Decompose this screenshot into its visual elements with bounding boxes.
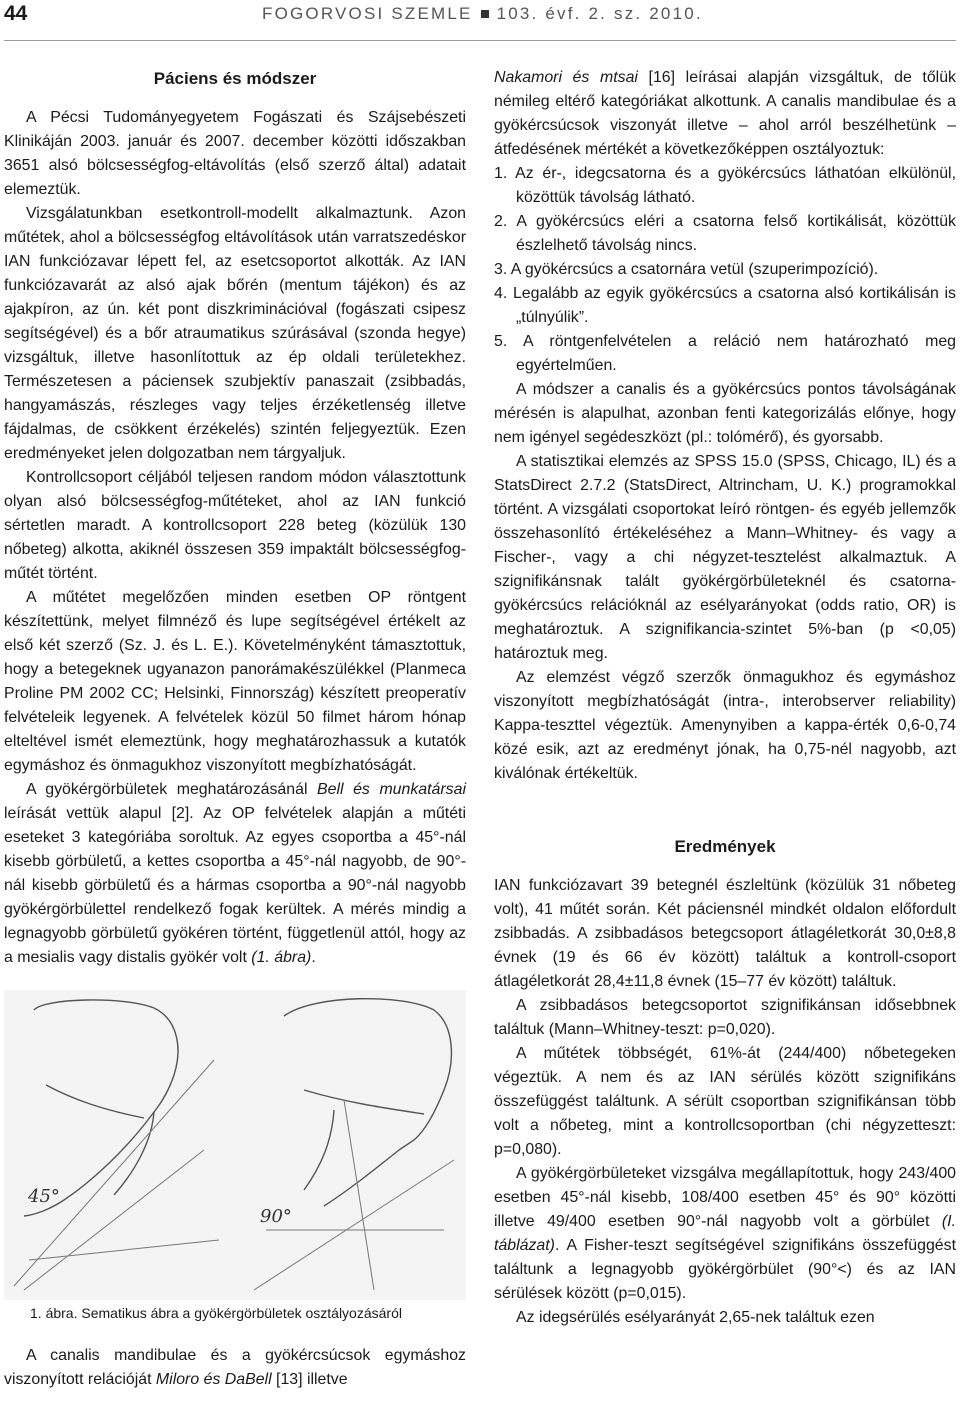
text-run: leírását vettük alapul [2]. Az OP felvételek alapján a műtéti eseteket 3 kategóriába soroltuk. Az egyes csoportba a 45°-nál kisebb görbületű, a kettes csoportba a 45°-nál nagyobb, de 90°-nál kisebb görbületű és a hármas csoportba a 90°-nál nagyobb gyökérgörbülettel rendelkező fogak kerültek. A mérés mindig a legnagyobb görbületű gyökéren történt, függetlenül attól, hogy az a mesialis vagy distalis gyökér volt: [4, 805, 466, 966]
text-run: .: [311, 949, 316, 966]
right-column: [494, 66, 956, 1330]
paragraph: [494, 1162, 956, 1306]
list-item: 5. A röntgenfelvételen a reláció nem határozható meg egyértelműen.: [494, 333, 956, 374]
citation-authors: Nakamori és mtsai: [494, 69, 638, 86]
section-gap: [494, 786, 956, 834]
root-curvature-diagram: [4, 990, 466, 1300]
paragraph: Kontrollcsoport céljából teljesen random módon választottunk olyan alsó bölcsességfog-műtéteket, ahol az IAN funkció sértetlen maradt. A kontrollcsoport 228 beteg (közülük 130 nőbeteg) alkotta, akiknél összesen 359 impaktált bölcsességfog-műtét történt.: [4, 469, 466, 582]
text-run: A gyökérgörbületek meghatározásánál: [26, 781, 318, 798]
paragraph: A módszer a canalis és a gyökércsúcs pontos távolságának mérésén is alapulhat, azonban fenti kategorizálás előnye, hogy nem igényel segédeszközt (pl.: tolómérő), és gyorsabb.: [494, 381, 956, 446]
paragraph: A Pécsi Tudományegyetem Fogászati és Szájsebészeti Klinikáján 2003. január és 2007. december közötti időszakban 3651 alsó bölcsességfog-eltávolítás (első szerző által) adatait elemeztük.: [4, 109, 466, 198]
text-run: A canalis mandibulae és a gyökércsúcsok egymáshoz viszonyított relációját: [4, 1347, 466, 1388]
paragraph: [4, 1344, 466, 1392]
citation-authors: Bell és munkatársai: [317, 781, 466, 798]
figure-background: [4, 990, 466, 1300]
page-number: 44: [4, 2, 28, 25]
citation-authors: Miloro és DaBell: [155, 1371, 272, 1388]
list-item: 3. A gyökércsúcs a csatornára vetül (szuperimpozíció).: [494, 261, 879, 278]
paragraph: Az idegsérülés esélyarányát 2,65-nek találtuk ezen: [516, 1309, 875, 1326]
list-item: 2. A gyökércsúcs eléri a csatorna felső kortikálisát, közöttük észlelhető távolság nincs.: [494, 213, 956, 254]
angle-label-45: 45°: [28, 1186, 60, 1207]
paragraph: IAN funkciózavart 39 betegnél észleltünk (közülük 31 nőbeteg volt), 41 műtét során. Két páciensnél mindkét oldalon előfordult zsibbadás. A zsibbadásos betegcsoport átlagéletkorát 30,0±8,8 évnek (19 és 66 év között) találtuk a kontroll-csoport átlagéletkorát 28,4±11,8 évnek (15–77 év között) találtuk.: [494, 877, 956, 990]
text-run: . A Fisher-teszt segítségével szignifikáns összefüggést találtunk a legnagyobb gyökérgörbület (90°<) és az IAN sérülések között (p=0,015).: [494, 1237, 956, 1302]
table-reference: (I. táblázat): [494, 1213, 956, 1254]
paragraph: Vizsgálatunkban esetkontroll-modellt alkalmaztunk. Azon műtétek, ahol a bölcsességfog eltávolítások után varratszedéskor IAN funkciózavar lépett fel, az esetcsoportot alkották. Az IAN funkciózavarát az alsó ajak bőrén (mentum tájékon) és az ajakpíron, az ún. két pont diszkriminációval (fogászati csipesz segítségével) és a bőr atraumatikus szúrásával (szonda hegye) vizsgáltuk, illetve hasonlítottuk az ép oldali területekhez. Természetesen a páciensek szubjektív panaszait (zsibbadás, hangyamászás, részleges vagy teljes érzéketlenség illetve fájdalmas, de csökkent érzékelés) szintén feljegyeztük. Ezen eredményeket jelen dolgozatban nem tárgyaljuk.: [4, 205, 466, 462]
journal-title: [262, 4, 703, 24]
category-list: [494, 162, 956, 378]
figure-root-curvature: [4, 990, 466, 1300]
left-column: [4, 66, 466, 1392]
paragraph: [494, 66, 956, 162]
separator-square-icon: [481, 10, 489, 18]
text-run: [13] illetve: [271, 1371, 348, 1388]
angle-label-90: 90°: [260, 1206, 292, 1227]
section-heading-methods: Páciens és módszer: [153, 69, 317, 88]
figure-caption: 1. ábra. Sematikus ábra a gyökérgörbületek osztályozásáról: [30, 1305, 402, 1321]
text-run: [16] leírásai alapján vizsgáltuk, de tőlük némileg eltérő kategóriákat alkottunk. A canalis mandibulae és a gyökércsúcsok viszonyát illetve – ahol arról beszélhetünk – átfedésének mértékét a következőképpen osztályoztuk:: [494, 69, 956, 158]
paragraph: A statisztikai elemzés az SPSS 15.0 (SPSS, Chicago, IL) és a StatsDirect 2.7.2 (StatsDirect, Altrincham, U. K.) programokkal történt. A vizsgálati csoportokat leíró röntgen- és egyéb jellemzők összehasonlító értékeléséhez a Mann–Whitney- és vagy a Fischer-, vagy a chi négyzet-tesztelést alkalmaztuk. A szignifikánsnak talált gyökérgörbületeknél és csatorna-gyökércsúcs relációknál az esélyarányokat (odds ratio, OR) is meghatároztuk. A szignifikancia-szintet 5%-ban (p <0,05) határoztuk meg.: [494, 453, 956, 662]
list-item: 4. Legalább az egyik gyökércsúcs a csatorna alsó kortikálisán is „túlnyúlik”.: [494, 285, 956, 326]
text-run: A gyökérgörbületeket vizsgálva megállapítottuk, hogy 243/400 esetben 45°-nál kisebb, 108/400 esetben 45° és 90° közötti illetve 49/400 esetben 90°-nál nagyobb volt a görbület: [494, 1165, 956, 1230]
list-item: 1. Az ér-, idegcsatorna és a gyökércsúcs láthatóan elkülönül, közöttük távolság látható.: [494, 165, 956, 206]
journal-issue: 103. évf. 2. sz. 2010.: [496, 4, 703, 23]
paragraph: A műtétet megelőzően minden esetben OP röntgent készítettünk, melyet filmnéző és lupe segítségével értékelt az első két szerző (Sz. J. és L. E.). Követelményként támasztottuk, hogy a betegeknek ugyanazon panorámakészülékkel (Planmeca Proline PM 2002 CC; Helsinki, Finnország) készített preoperatív felvételeik legyenek. A felvételek közül 50 filmet három hónap elteltével ismét elemeztünk, hogy meghatározhassuk a kutatók egymáshoz és önmagukhoz viszonyított megbízhatóságát.: [4, 589, 466, 774]
figure-reference: (1. ábra): [251, 949, 312, 966]
paragraph: A műtétek többségét, 61%-át (244/400) nőbetegeken végeztük. A nem és az IAN sérülés között szignifikáns összefüggést találtunk. A sérült csoportban szignifikánsan több volt a nőbeteg, mint a kontrollcsoportban (chi négyzetteszt: p=0,080).: [494, 1045, 956, 1158]
paragraph: A zsibbadásos betegcsoportot szignifikánsan idősebbnek találtuk (Mann–Whitney-teszt: p=0,020).: [494, 997, 956, 1038]
header-divider: [4, 40, 956, 41]
paragraph: [4, 778, 466, 970]
running-header: [0, 0, 960, 40]
paragraph: Az elemzést végző szerzők önmagukhoz és egymáshoz viszonyított megbízhatóságát (intra-, interobserver reliability) Kappa-teszttel végeztük. Amenynyiben a kappa-érték 0,6-0,74 közé esik, azt az eredményt jónak, ha 0,75-nél nagyobb, azt kiválónak értékeltük.: [494, 669, 956, 782]
journal-name: FOGORVOSI SZEMLE: [262, 4, 473, 23]
section-heading-results: Eredmények: [674, 837, 776, 856]
